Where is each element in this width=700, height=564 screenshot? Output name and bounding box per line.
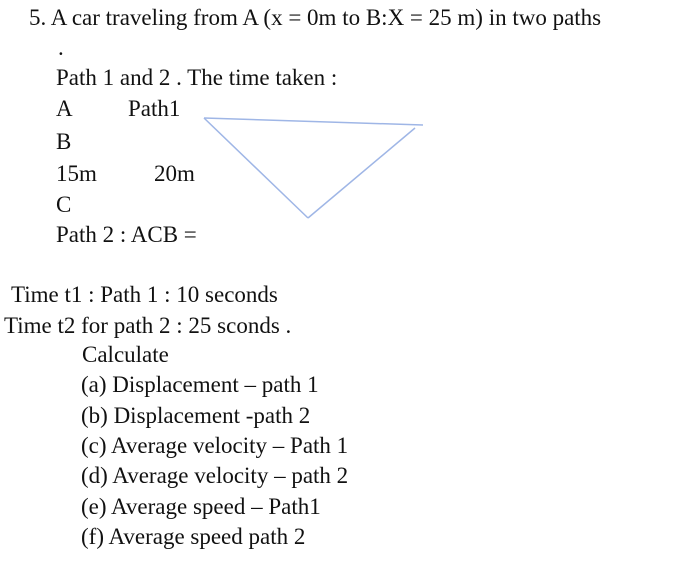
question-title: 5. A car traveling from A (x = 0m to B:X = 25 m) in two paths — [29, 5, 602, 30]
task-c: (c) Average velocity – Path 1 — [81, 433, 349, 458]
calculate-heading: Calculate — [82, 342, 169, 367]
distance-20m-label: 20m — [154, 161, 195, 186]
distance-15m-label: 15m — [56, 161, 97, 186]
task-b: (b) Displacement -path 2 — [81, 403, 311, 428]
triangle-left-edge — [204, 118, 308, 218]
triangle-right-edge — [308, 128, 415, 218]
task-f: (f) Average speed path 2 — [81, 524, 306, 549]
path1-label: Path1 — [128, 96, 181, 121]
paths-intro: Path 1 and 2 . The time taken : — [56, 65, 338, 90]
stray-dot: . — [58, 35, 64, 60]
task-d: (d) Average velocity – path 2 — [81, 463, 349, 488]
triangle-top-edge — [204, 118, 423, 125]
point-c-label: C — [56, 192, 72, 217]
task-a: (a) Displacement – path 1 — [81, 372, 319, 397]
time-t1: Time t1 : Path 1 : 10 seconds — [11, 282, 278, 307]
point-b-label: B — [56, 129, 72, 154]
time-t2: Time t2 for path 2 : 25 sconds . — [4, 313, 292, 338]
point-a-label: A — [56, 96, 73, 121]
task-e: (e) Average speed – Path1 — [81, 494, 321, 519]
path2-description: Path 2 : ACB = — [56, 222, 197, 247]
